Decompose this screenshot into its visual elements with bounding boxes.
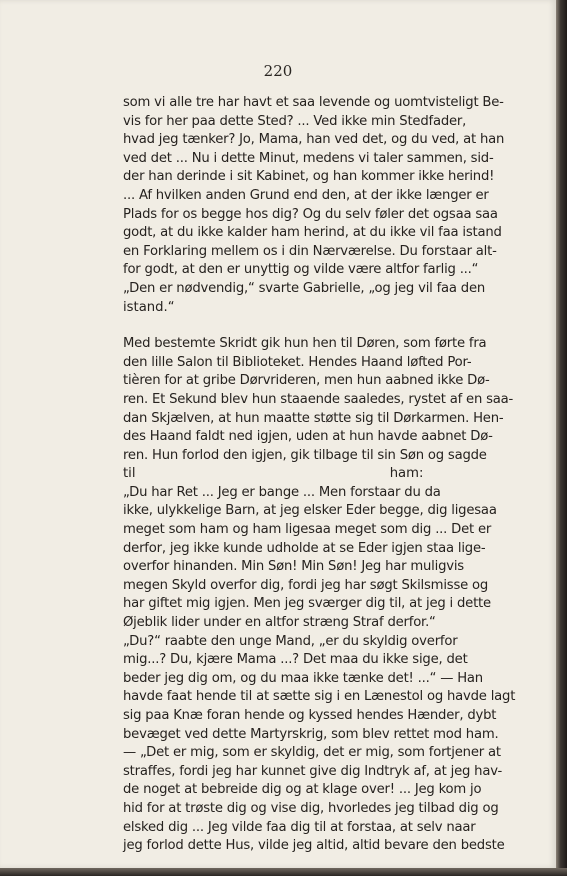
- text-line: istand.“: [123, 299, 175, 315]
- text-line: for godt, at den er unyttig og vilde være altfor farlig ...“: [123, 262, 479, 278]
- text-line: derfor, jeg ikke kunde udholde at se Eder igjen staa lige-: [123, 540, 486, 556]
- text-line: en Forklaring mellem os i din Nærværelse. Du forstaar alt-: [123, 243, 497, 259]
- text-line: overfor hinanden. Min Søn! Min Søn! Jeg har muligvis: [123, 559, 464, 575]
- text-line: tièren for at gribe Dørvrideren, men hun aabned ikke Dø-: [123, 373, 490, 389]
- text-line: jeg forlod dette Hus, vilde jeg altid, altid bevare den bedste: [123, 838, 505, 854]
- text-line: „Du har Ret ... Jeg er bange ... Men forstaar du da: [123, 484, 441, 500]
- body-text: [123, 94, 516, 856]
- text-line: sig paa Knæ foran hende og kyssed hendes Hænder, dybt: [123, 708, 497, 723]
- text-line: som vi alle tre har havt et saa levende og uomtvisteligt Be-: [123, 95, 504, 110]
- text-line: meget som ham og ham ligesaa meget som dig ... Det er: [123, 522, 492, 538]
- page-number: 220: [263, 62, 293, 80]
- text-line: Øjeblik lider under en altfor stræng Straf derfor.“: [123, 615, 436, 631]
- text-line: ren. Et Sekund blev hun staaende saaledes, rystet af en saa-: [123, 391, 514, 407]
- text-line: „Du?“ raabte den unge Mand, „er du skyldig overfor: [123, 633, 458, 649]
- text-line: „Den er nødvendig,“ svarte Gabrielle, „og jeg vil faa den: [123, 280, 486, 296]
- text-line: Med bestemte Skridt gik hun hen til Døren, som førte fra: [123, 336, 487, 352]
- text-line: dan Skjælven, at hun maatte støtte sig til Dørkarmen. Hen-: [123, 410, 504, 426]
- text-line: hid for at trøste dig og vise dig, hvorledes jeg tilbad dig og: [123, 800, 499, 816]
- text-line: bevæget ved dette Martyrskrig, som blev rettet mod ham.: [123, 726, 499, 742]
- text-line: des Haand faldt ned igjen, uden at hun havde aabnet Dø-: [123, 429, 493, 445]
- text-line: ... Af hvilken anden Grund end den, at der ikke længer er: [123, 187, 489, 203]
- text-line: megen Skyld overfor dig, fordi jeg har søgt Skilsmisse og: [123, 577, 489, 593]
- text-line: mig...? Du, kjære Mama ...? Det maa du ikke sige, det: [123, 652, 468, 668]
- text-line: Plads for os begge hos dig? Og du selv føler det ogsaa saa: [123, 206, 498, 222]
- book-spine-edge: [556, 0, 567, 876]
- text-line: elsked dig ... Jeg vilde faa dig til at forstaa, at selv naar: [123, 819, 476, 835]
- text-line: de noget at bebreide dig og at klage over! ... Jeg kom jo: [123, 782, 482, 798]
- text-line: ved det ... Nu i dette Minut, medens vi taler sammen, sid-: [123, 150, 494, 166]
- text-line: — „Det er mig, som er skyldig, det er mig, som fortjener at: [123, 745, 501, 761]
- text-line: der han derinde i sit Kabinet, og han kommer ikke herind!: [123, 169, 495, 185]
- text-line: beder jeg dig om, og du maa ikke tænke det! ...“ — Han: [123, 670, 483, 686]
- text-line: havde faat hende til at sætte sig i en Lænestol og havde lagt: [123, 689, 516, 705]
- text-line: den lille Salon til Biblioteket. Hendes Haand løfted Por-: [123, 354, 472, 370]
- text-line: straffes, fordi jeg har kunnet give dig Indtryk af, at jeg hav-: [123, 763, 503, 779]
- text-line: ikke, ulykkelige Barn, at jeg elsker Eder begge, dig ligesaa: [123, 503, 497, 519]
- text-line: har giftet mig igjen. Men jeg sværger dig til, at jeg i dette: [123, 596, 491, 612]
- text-line: ren. Hun forlod den igjen, gik tilbage til sin Søn og sagde: [123, 447, 487, 463]
- text-line: vis for her paa dette Sted? ... Ved ikke min Stedfader,: [123, 113, 467, 129]
- page-bottom-edge: [0, 868, 567, 876]
- text-line: hvad jeg tænker? Jo, Mama, han ved det, og du ved, at han: [123, 132, 505, 148]
- paragraph-gap: [123, 317, 423, 335]
- text-line: til ham:: [123, 466, 424, 482]
- text-line: godt, at du ikke kalder ham herind, at du ikke vil faa istand: [123, 225, 502, 241]
